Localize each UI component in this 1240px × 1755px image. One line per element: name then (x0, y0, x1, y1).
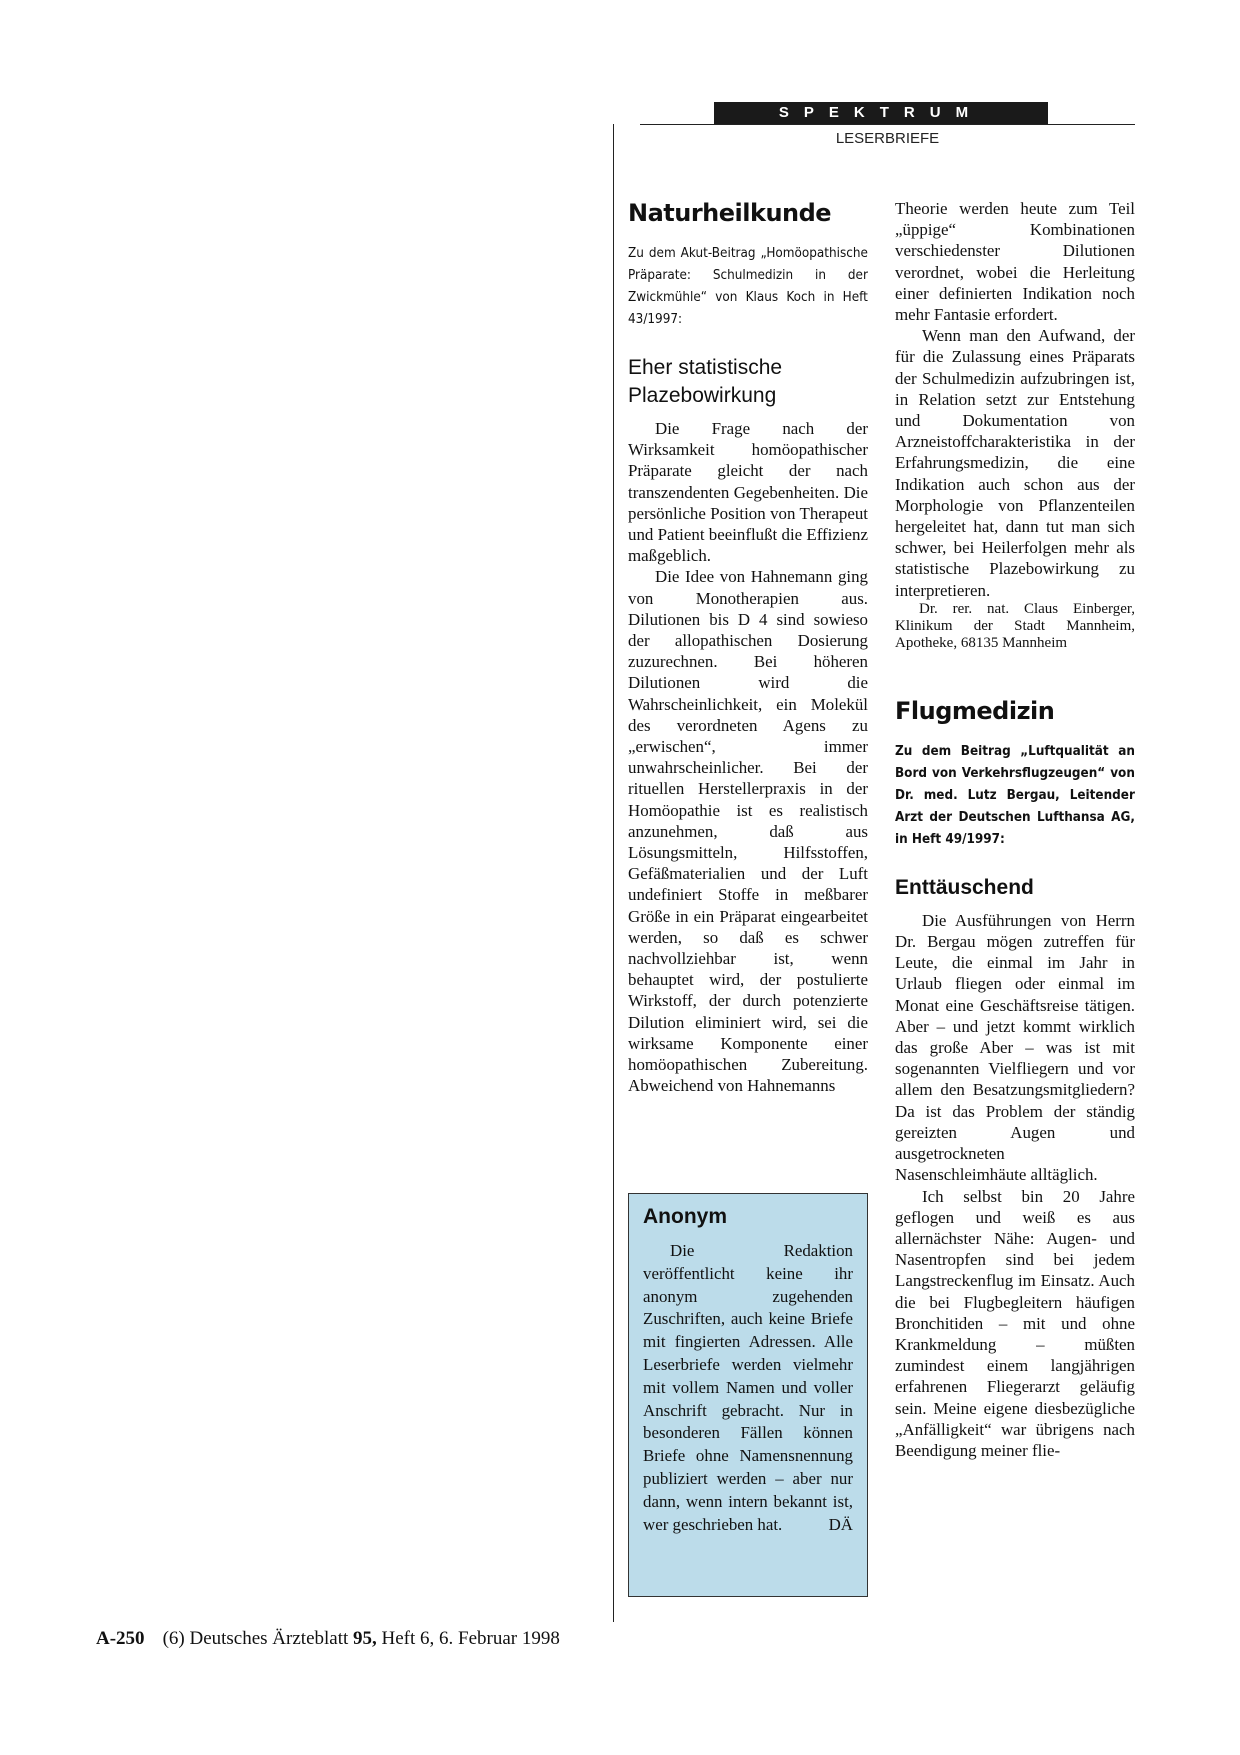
article-paragraph: Die Ausführungen von Herrn Dr. Bergau mögen zutreffen für Leute, die einmal im Jahr in Urlaub fliegen oder einmal im Monat eine Geschäftsreise tätigen. Aber – und jetzt kommt wirklich das große Aber – was ist mit sogenannten Vielfliegern und vor allem den Besatzungsmitgliedern? Da ist das Problem der ständig gereizten Augen und ausgetrockneten Nasenschleimhäute alltäglich. (895, 910, 1135, 1185)
letter-signature: Dr. rer. nat. Claus Einberger, Klinikum der Stadt Mannheim, Apotheke, 68135 Mannheim (895, 600, 1135, 651)
subsection-label: LESERBRIEFE (835, 130, 940, 147)
journal-issue: Heft 6, 6. Februar 1998 (381, 1628, 560, 1649)
article-headline: Enttäuschend (895, 875, 1034, 899)
article-kicker: Naturheilkunde (628, 199, 832, 227)
article-paragraph: Die Idee von Hahnemann ging von Monotherapien aus. Dilutionen bis D 4 sind sowieso der allopathischen Dosierung zuzurechnen. Bei höheren Dilutionen wird die Wahrscheinlichkeit, ein Molekül des verordneten Agens zu „erwischen“, immer unwahrscheinlicher. Bei der rituellen Herstellerpraxis in der Homöopathie ist es realistisch anzunehmen, daß aus Lösungsmitteln, Hilfsstoffen, Gefäßmaterialien und der Luft undefiniert Stoffe in meßbarer Größe in ein Präparat eingearbeitet werden, so daß es schwer nachvollziehbar ist, wenn behauptet wird, der postulierte Wirkstoff, der durch potenzierte Dilution eliminiert wird, sei die wirksame Komponente einer homöopathischen Zubereitung. Abweichend von Hahnemanns (628, 567, 868, 1096)
info-box-title: Anonym (643, 1205, 727, 1228)
info-box-signature: DÄ (828, 1514, 853, 1534)
article-column-right (895, 198, 1135, 1461)
section-header: SPEKTRUM (714, 102, 1048, 124)
article-paragraph: Die Frage nach der Wirksamkeit homöopathischer Präparate gleicht der nach transzendenten Gegebenheiten. Die persönliche Position von Therapeut und Patient beeinflußt die Effizienz maßgeblich. (628, 419, 868, 566)
article-paragraph: Theorie werden heute zum Teil „üppige“ Kombinationen verschiedenster Dilutionen verordnet, wobei die Herleitung einer definierten Indikation noch mehr Fantasie erfordert. (895, 199, 1135, 325)
header-rule (640, 124, 1135, 125)
column-divider (613, 124, 614, 1622)
article-lead: Zu dem Akut-Beitrag „Homöopathische Präparate: Schulmedizin in der Zwickmühle“ von Klaus Koch in Heft 43/1997: (628, 245, 868, 327)
article-paragraph: Ich selbst bin 20 Jahre geflogen und weiß es aus allernächster Nähe: Augen- und Nasentropfen sind bei jedem Langstreckenflug im Einsatz. Auch die bei Flugbegleitern häufigen Bronchitiden – mit und ohne Krankmeldung – müßten zumindest einem langjährigen erfahrenen Fliegerarzt geläufig sein. Meine eigene diesbezügliche „Anfälligkeit“ war übrigens nach Beendigung meiner flie- (895, 1186, 1135, 1460)
article-paragraph: Wenn man den Aufwand, der für die Zulassung eines Präparats der Schulmedizin aufzubringen ist, in Relation setzt zur Entstehung und Dokumentation von Arzneistoffcharakteristika in der Erfahrungsmedizin, die eine Indikation auch schon aus der Morphologie von Pflanzenteilen hergeleitet hat, dann tut man sich schwer, bei Heilerfolgen mehr als statistische Plazebowirkung zu interpretieren. (895, 326, 1135, 600)
info-box-text (643, 1240, 853, 1536)
anonym-info-box (628, 1193, 868, 1597)
journal-name: (6) Deutsches Ärzteblatt (162, 1628, 349, 1649)
page-number: A-250 (96, 1628, 145, 1649)
page-footer (96, 1628, 560, 1650)
article-kicker: Flugmedizin (895, 696, 1055, 725)
journal-volume: 95, (353, 1628, 377, 1649)
info-box-body: Die Redaktion veröffentlicht keine ihr anonym zugehenden Zuschriften, auch keine Briefe mit fingierten Adressen. Alle Leserbriefe werden vielmehr mit vollem Namen und voller Anschrift gebracht. Nur in besonderen Fällen können Briefe ohne Namensnennung publiziert werden – aber nur dann, wenn intern bekannt ist, wer geschrieben hat. (643, 1241, 853, 1534)
article-column-left (628, 198, 868, 1097)
article-lead: Zu dem Beitrag „Luftqualität an Bord von Verkehrsflugzeugen“ von Dr. med. Lutz Bergau, Leitender Arzt der Deutschen Lufthansa AG, in Heft 49/1997: (895, 742, 1135, 847)
article-headline: Eher statistische Plazebowirkung (628, 356, 783, 407)
